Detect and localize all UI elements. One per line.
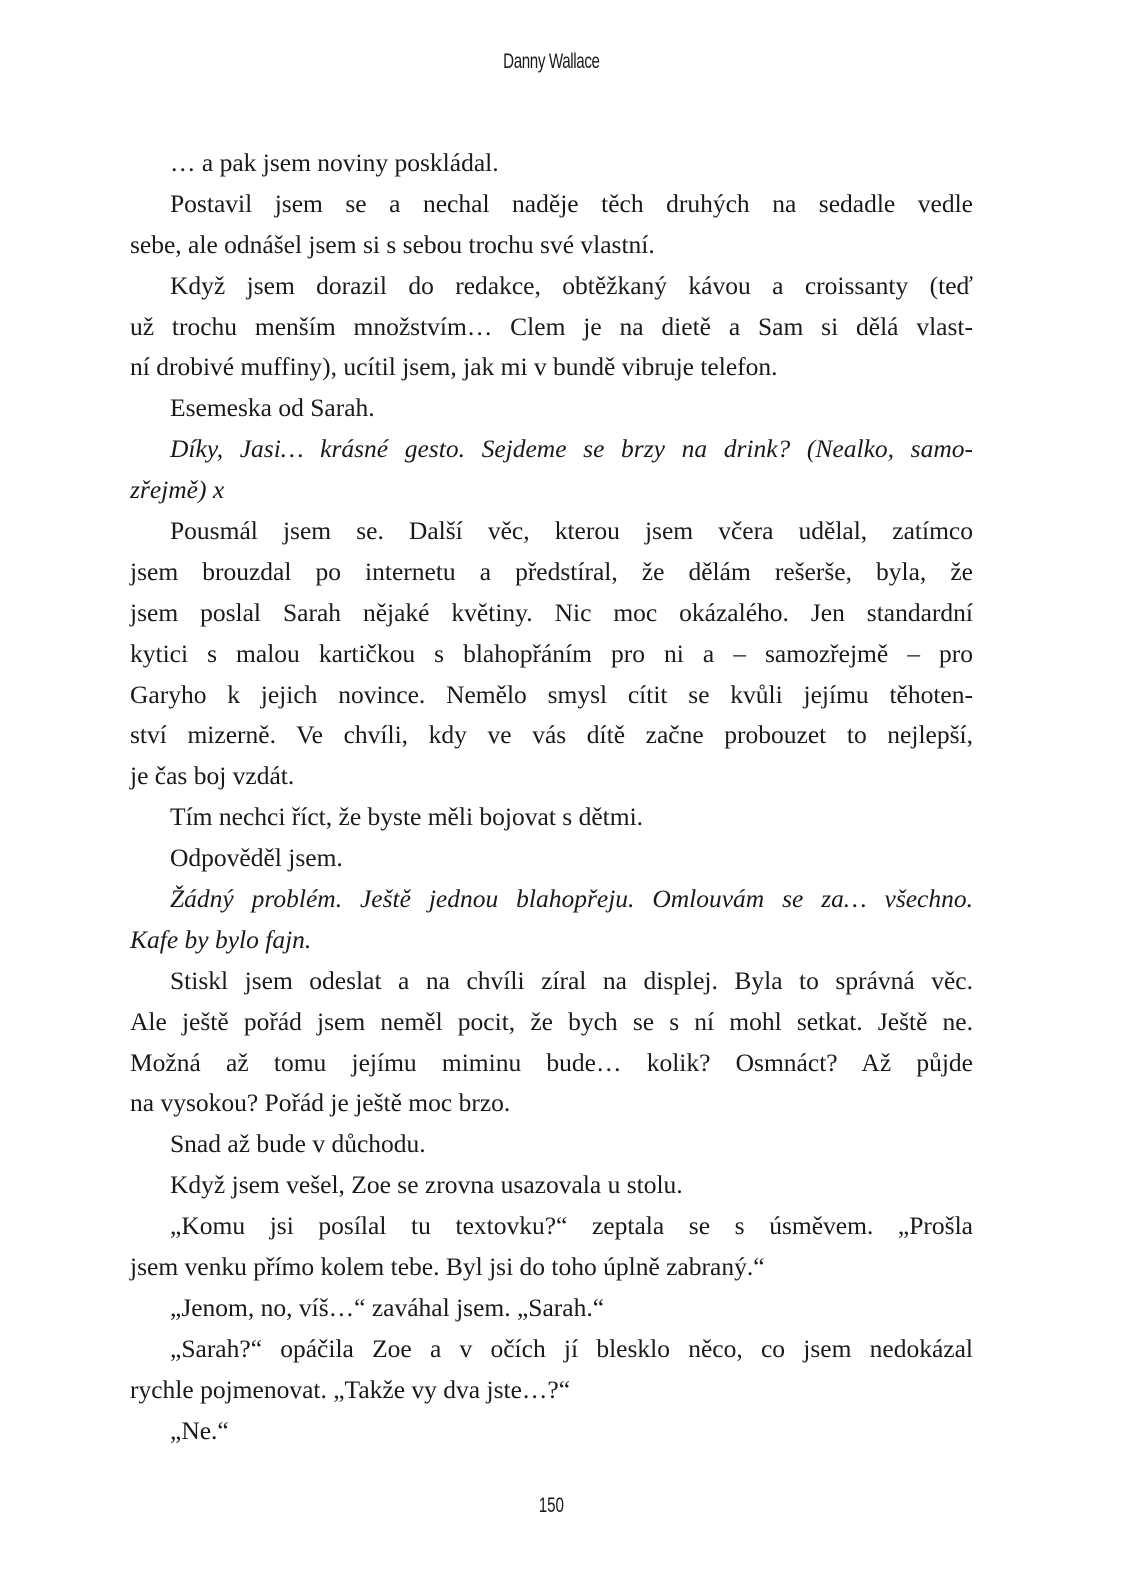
text-line: na vysokou? Pořád je ještě moc brzo. — [130, 1088, 511, 1118]
text-line: Esemeska od Sarah. — [170, 393, 375, 423]
text-line: Žádný problém. Ještě jednou blahopřeju. Omlouvám se za… všechno. — [170, 884, 973, 914]
text-line: Kafe by bylo fajn. — [130, 924, 312, 954]
text-line: sebe, ale odnášel jsem si s sebou trochu své vlastní. — [130, 229, 655, 259]
text-line: Možná až tomu jejímu miminu bude… kolik? Osmnáct? Až půjde — [130, 1047, 973, 1077]
text-line: „Jenom, no, víš…“ zaváhal jsem. „Sarah.“ — [170, 1292, 605, 1322]
text-line: „Komu jsi posílal tu textovku?“ zeptala se s úsměvem. „Prošla — [170, 1211, 973, 1241]
text-line: jsem brouzdal po internetu a předstíral, že dělám rešerše, byla, že — [130, 556, 973, 586]
running-header-author: Danny Wallace — [503, 50, 600, 73]
text-line: Stiskl jsem odeslat a na chvíli zíral na displej. Byla to správná věc. — [170, 965, 973, 995]
text-line: ní drobivé muffiny), ucítil jsem, jak mi v bundě vibruje telefon. — [130, 352, 778, 382]
text-line: Když jsem dorazil do redakce, obtěžkaný kávou a croissanty (teď — [170, 270, 973, 300]
text-line: „Sarah?“ opáčila Zoe a v očích jí blesklo něco, co jsem nedokázal — [170, 1333, 973, 1363]
text-line: Pousmál jsem se. Další věc, kterou jsem včera udělal, zatímco — [170, 516, 973, 546]
text-line: Garyho k jejich novince. Nemělo smysl cítit se kvůli jejímu těhoten- — [130, 679, 973, 709]
text-line: rychle pojmenovat. „Takže vy dva jste…?“ — [130, 1374, 571, 1404]
text-line: kytici s malou kartičkou s blahopřáním pro ni a – samozřejmě – pro — [130, 638, 973, 668]
text-line: zřejmě) x — [130, 475, 225, 505]
text-line: Díky, Jasi… krásné gesto. Sejdeme se brzy na drink? (Nealko, samo- — [170, 434, 973, 464]
text-line: Postavil jsem se a nechal naděje těch druhých na sedadle vedle — [170, 188, 973, 218]
text-line: Snad až bude v důchodu. — [170, 1129, 426, 1159]
page-number: 150 — [538, 1494, 564, 1517]
text-line: jsem venku přímo kolem tebe. Byl jsi do toho úplně zabraný.“ — [130, 1252, 765, 1282]
text-line: je čas boj vzdát. — [130, 761, 295, 791]
text-line: Tím nechci říct, že byste měli bojovat s dětmi. — [170, 802, 644, 832]
text-line: Ale ještě pořád jsem neměl pocit, že bych se s ní mohl setkat. Ještě ne. — [130, 1006, 973, 1036]
text-line: jsem poslal Sarah nějaké květiny. Nic moc okázalého. Jen standardní — [130, 597, 973, 627]
text-line: Když jsem vešel, Zoe se zrovna usazovala u stolu. — [170, 1170, 683, 1200]
text-line: … a pak jsem noviny poskládal. — [170, 148, 499, 177]
text-line: ství mizerně. Ve chvíli, kdy ve vás dítě začne probouzet to nejlepší, — [130, 720, 973, 750]
text-line: Odpověděl jsem. — [170, 843, 343, 873]
text-line: už trochu menším množstvím… Clem je na dietě a Sam si dělá vlast- — [130, 311, 973, 341]
text-line: „Ne.“ — [170, 1415, 229, 1445]
body-text — [130, 143, 973, 1452]
